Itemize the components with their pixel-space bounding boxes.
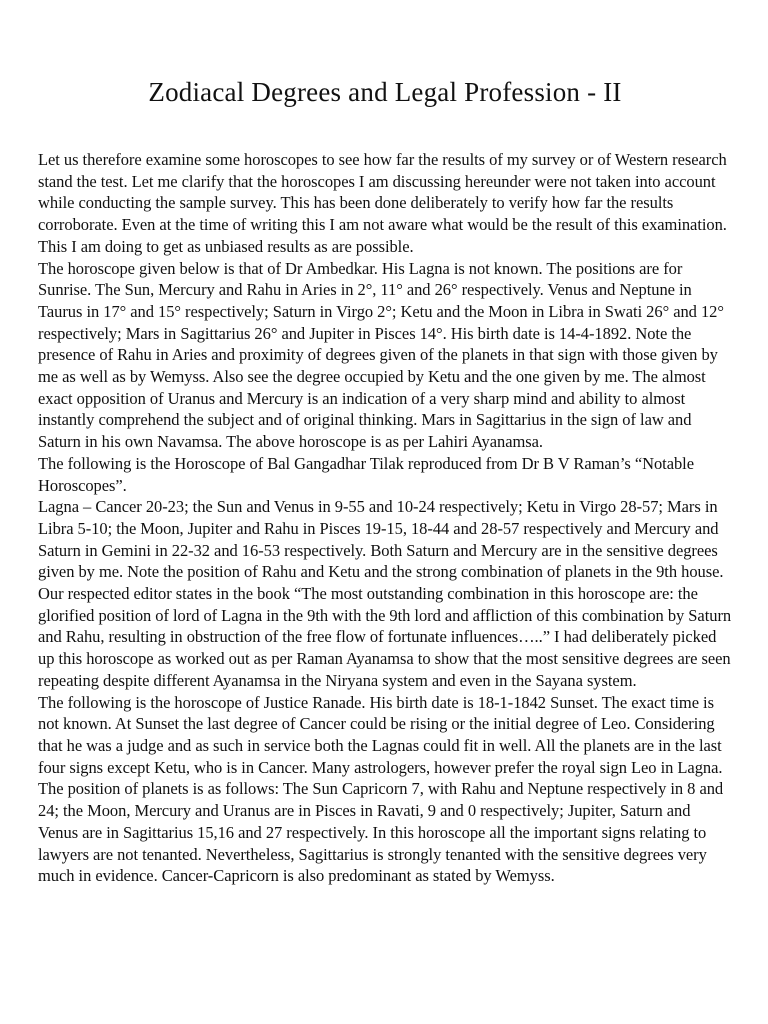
page-title: Zodiacal Degrees and Legal Profession - II — [148, 77, 622, 107]
paragraph-tilak-intro: The following is the Horoscope of Bal Gangadhar Tilak reproduced from Dr B V Raman’s “Notable Horoscopes”. — [38, 453, 694, 495]
paragraph-ranade: The following is the horoscope of Justice Ranade. His birth date is 18-1-1842 Sunset. The exact time is not known. At Sunset the last degree of Cancer could be rising or the initial degree of Leo. Considering that he was a judge and as such in service both the Lagnas could fit in well. All the planets are in the last four signs except Ketu, who is in Cancer. Many astrologers, however prefer the royal sign Leo in Lagna. The position of planets is as follows: The Sun Capricorn 7, with Rahu and Neptune respectively in 8 and 24; the Moon, Mercury and Uranus are in Pisces in Ravati, 9 and 0 respectively; Jupiter, Saturn and Venus are in Sagittarius 15,16 and 27 respectively. In this horoscope all the important signs relating to lawyers are not tenanted. Nevertheless, Sagittarius is strongly tenanted with the sensitive degrees very much in evidence. Cancer-Capricorn is also predominant as stated by Wemyss. — [38, 692, 724, 886]
paragraph-ambedkar: The horoscope given below is that of Dr Ambedkar. His Lagna is not known. The positions are for Sunrise. The Sun, Mercury and Rahu in Aries in 2°, 11° and 26° respectively. Venus and Neptune in Taurus in 17° and 15° respectively; Saturn in Virgo 2°; Ketu and the Moon in Libra in Swati 26° and 12° respectively; Mars in Sagittarius 26° and Jupiter in Pisces 14°. His birth date is 14-4-1892. Note the presence of Rahu in Aries and proximity of degrees given of the planets in that sign with those given by me as well as by Wemyss. Also see the degree occupied by Ketu and the one given by me. The almost exact opposition of Uranus and Mercury is an indication of a very sharp mind and ability to almost instantly comprehend the subject and of original thinking. Mars in Sagittarius in the sign of law and Saturn in his own Navamsa. The above horoscope is as per Lahiri Ayanamsa. — [38, 258, 724, 452]
paragraph-tilak-chart: Lagna – Cancer 20-23; the Sun and Venus in 9-55 and 10-24 respectively; Ketu in Virgo 28-57; Mars in Libra 5-10; the Moon, Jupiter and Rahu in Pisces 19-15, 18-44 and 28-57 respectively and Mercury and Saturn in Gemini in 22-32 and 16-53 respectively. Both Saturn and Mercury are in the sensitive degrees given by me. Note the position of Rahu and Ketu and the strong combination of planets in the 9th house. Our respected editor states in the book “The most outstanding combination in this horoscope are: the glorified position of lord of Lagna in the 9th with the 9th lord and affliction of this combination by Saturn and Rahu, resulting in obstruction of the free flow of fortunate influences…..” I had deliberately picked up this horoscope as worked out as per Raman Ayanamsa to show that the most sensitive degrees are seen repeating despite different Ayanamsa in the Niryana system and even in the Sayana system. — [38, 497, 732, 690]
paragraph-intro: Let us therefore examine some horoscopes to see how far the results of my survey or of Western research stand the test. Let me clarify that the horoscopes I am discussing hereunder were not taken into account while conducting the sample survey. This has been done deliberately to verify how far the results corroborate. Even at the time of writing this I am not aware what would be the result of this examination. This I am doing to get as unbiased results as are possible. — [38, 150, 727, 256]
article-body — [38, 149, 732, 887]
